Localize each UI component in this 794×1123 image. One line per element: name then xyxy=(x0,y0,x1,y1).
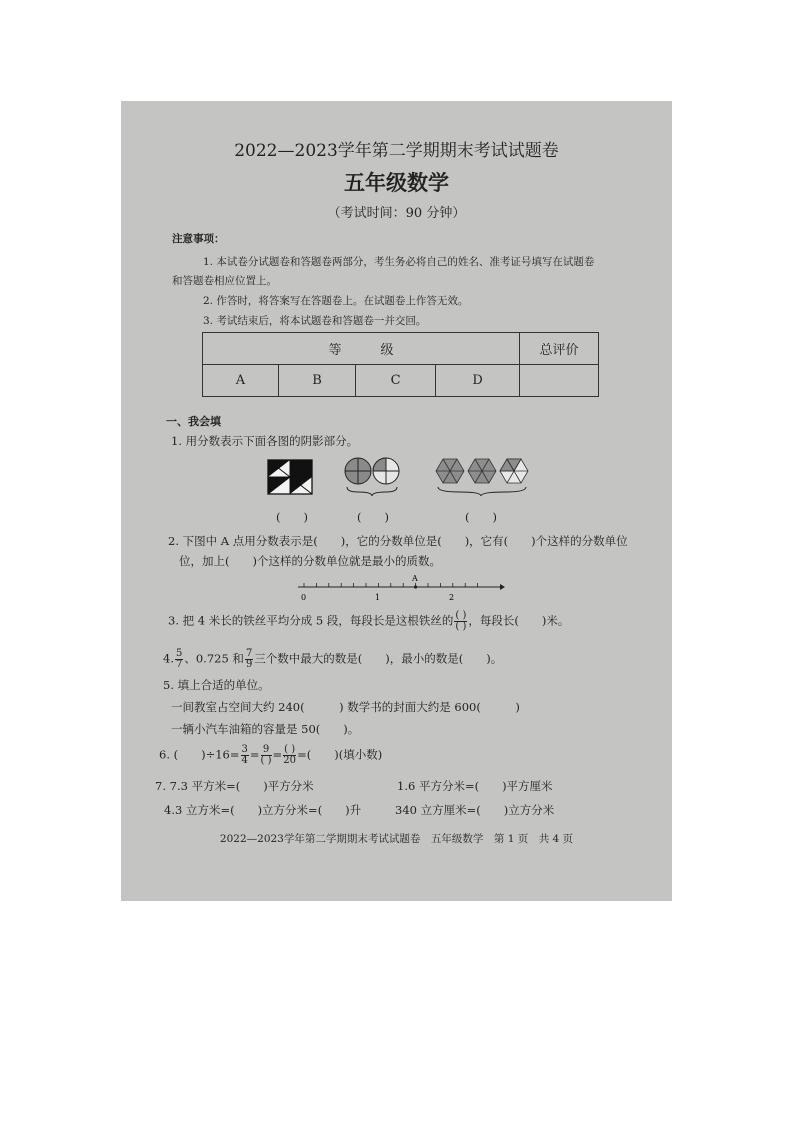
q3-frac-den[interactable]: ( ) xyxy=(455,621,467,632)
q6-eq-1: = xyxy=(249,747,260,762)
exam-subject: 五年级数学 xyxy=(344,171,449,195)
q6-f1-den: 4 xyxy=(241,755,248,766)
q4-f2-den: 9 xyxy=(245,659,253,670)
q6-eq-2: = xyxy=(272,747,283,762)
q4-mid: 、0.725 和 xyxy=(184,651,244,666)
q6-f1-num: 3 xyxy=(241,744,248,755)
question-1: 1. 用分数表示下面各图的阴影部分。 xyxy=(171,434,359,448)
question-7-a: 7. 7.3 平方米=( )平方分米 xyxy=(155,779,314,793)
notice-item-3: 3. 考试结束后，将本试题卷和答题卷一并交回。 xyxy=(203,315,427,327)
q6-fraction-2[interactable] xyxy=(261,745,272,766)
grade-d: D xyxy=(436,365,520,397)
q1-blank-1[interactable]: ( ) xyxy=(276,510,308,524)
q1-blank-3[interactable]: ( ) xyxy=(465,510,497,524)
question-7-d: 340 立方厘米=( )立方分米 xyxy=(395,803,555,817)
notice-heading: 注意事项： xyxy=(172,233,225,245)
question-2-cont: 位，加上( )个这样的分数单位就是最小的质数。 xyxy=(179,554,441,568)
q3-frac-num[interactable]: ( ) xyxy=(455,610,467,621)
q6-f2-den[interactable]: ( ) xyxy=(260,755,272,766)
q4-tail: 三个数中最大的数是( )，最小的数是( )。 xyxy=(254,651,503,666)
grade-header: 等 级 xyxy=(203,333,520,365)
q4-lead: 4. xyxy=(163,651,174,666)
grade-c: C xyxy=(356,365,436,397)
question-4 xyxy=(163,649,502,670)
question-7-c: 4.3 立方米=( )立方分米=( )升 xyxy=(164,803,362,817)
tick-label-0: 0 xyxy=(301,593,307,602)
question-2: 2. 下图中 A 点用分数表示是( )，它的分数单位是( )，它有( )个这样的分数单位 xyxy=(168,534,628,548)
q3-text-b: ，每段长( )米。 xyxy=(468,613,570,628)
q6-fraction-1 xyxy=(241,745,249,766)
q4-f2-num: 7 xyxy=(245,648,253,659)
grade-table xyxy=(202,332,599,397)
question-5-a: 一间教室占空间大约 240( ) 数学书的封面大约是 600( ) xyxy=(171,700,520,714)
question-7-b: 1.6 平方分米=( )平方厘米 xyxy=(397,779,553,793)
q6-f3-den: 20 xyxy=(283,755,297,766)
total-evaluation-cell xyxy=(520,365,599,397)
section-1-heading: 一、我会填 xyxy=(166,415,221,428)
notice-item-2: 2. 作答时，将答案写在答题卷上。在试题卷上作答无效。 xyxy=(203,295,469,307)
grade-b: B xyxy=(278,365,355,397)
exam-time: （考试时间：90 分钟） xyxy=(327,206,466,221)
total-evaluation-header: 总评价 xyxy=(520,333,599,365)
tick-label-1: 1 xyxy=(375,593,381,602)
question-5-b: 一辆小汽车油箱的容量是 50( )。 xyxy=(171,722,360,736)
q6-text-b: =( )(填小数) xyxy=(297,747,383,762)
question-5: 5. 填上合适的单位。 xyxy=(163,678,270,692)
exam-paper xyxy=(121,101,672,901)
square-figure xyxy=(267,459,313,495)
q6-text-a: 6. ( )÷16= xyxy=(159,747,240,762)
q3-fraction-blank[interactable] xyxy=(454,611,467,632)
q1-blank-2[interactable]: ( ) xyxy=(357,510,389,524)
q6-f2-num: 9 xyxy=(261,745,272,756)
q6-fraction-3[interactable] xyxy=(283,745,296,766)
question-3 xyxy=(168,611,569,632)
q4-f1-den: 7 xyxy=(175,659,183,670)
tick-label-2: 2 xyxy=(449,593,455,602)
q4-fraction-2 xyxy=(245,649,253,670)
page-footer: 2022—2023学年第二学期期末考试试题卷 五年级数学 第 1 页 共 4 页 xyxy=(219,833,574,845)
q4-f1-num: 5 xyxy=(175,648,183,659)
q4-fraction-1 xyxy=(175,649,183,670)
notice-item-1-cont: 和答题卷相应位置上。 xyxy=(172,275,277,287)
hexagons-figure xyxy=(435,456,537,498)
point-a-label: A xyxy=(412,575,418,583)
grade-a: A xyxy=(203,365,279,397)
exam-title: 2022—2023学年第二学期期末考试试题卷 xyxy=(234,141,559,161)
question-6 xyxy=(159,745,382,766)
circles-figure xyxy=(343,456,403,498)
q6-f3-num[interactable]: ( ) xyxy=(284,744,296,755)
point-a-marker xyxy=(414,585,417,588)
q3-text-a: 3. 把 4 米长的铁丝平均分成 5 段，每段长是这根铁丝的 xyxy=(168,613,454,628)
notice-item-1: 1. 本试卷分试题卷和答题卷两部分，考生务必将自己的姓名、准考证号填写在试题卷 xyxy=(203,256,595,268)
number-line xyxy=(296,575,506,603)
